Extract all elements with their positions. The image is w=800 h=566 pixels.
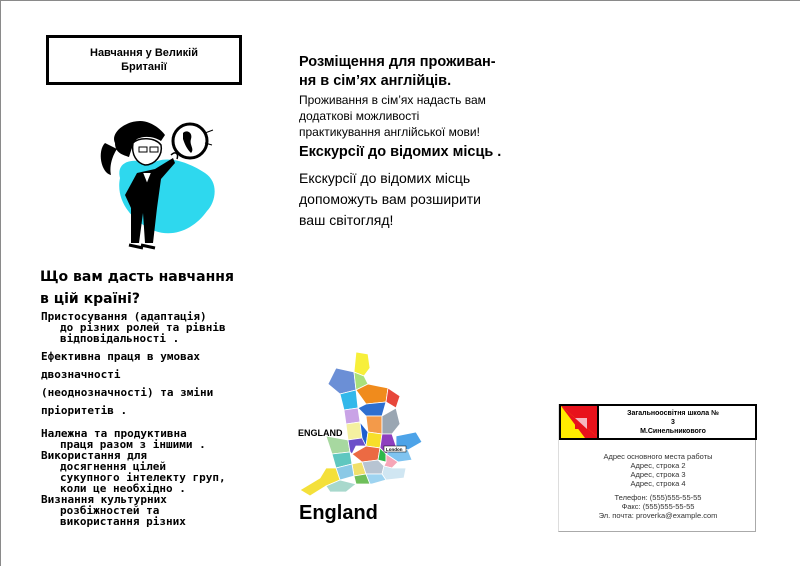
benefit-item	[41, 494, 266, 527]
benefits-question-heading	[40, 266, 260, 310]
paragraph-line: практикування англійської мови!	[299, 125, 480, 139]
benefit-text: Пристосування (адаптація)	[41, 310, 207, 323]
school-name-line: 3	[671, 418, 675, 426]
school-name-line: М.Синельникового	[640, 427, 706, 435]
address-line: Адрес, строка 2	[630, 461, 686, 470]
phone-text: Телефон: (555)555-55-55	[614, 493, 702, 502]
school-name-line: Загальноосвітня школа №	[627, 409, 719, 417]
benefit-text: відповідальності .	[60, 332, 180, 345]
england-map	[296, 350, 426, 498]
benefit-text: двозначності	[41, 368, 121, 381]
benefit-item	[41, 311, 266, 344]
paragraph-line: ваш світогляд!	[299, 212, 394, 228]
school-contacts	[559, 452, 757, 520]
benefit-text: досягнення цілей	[60, 460, 166, 473]
brochure-title-box	[46, 35, 242, 85]
homestay-heading	[299, 53, 529, 91]
heading-line: Розміщення для проживан-	[299, 54, 496, 70]
paragraph-line: Екскурсії до відомих місць	[299, 170, 471, 186]
excursions-paragraph	[299, 168, 529, 231]
benefit-text: коли це необхідно .	[60, 482, 186, 495]
school-name	[599, 406, 755, 438]
excursions-heading: Екскурсії до відомих місць .	[299, 144, 502, 160]
address-line: Адрес, строка 4	[630, 479, 686, 488]
benefit-text: Ефективна праця в умовах	[41, 350, 200, 363]
school-contact-card	[558, 404, 756, 532]
benefit-text: Належна та продуктивна	[41, 427, 187, 440]
svg-text:ENGLAND: ENGLAND	[298, 428, 343, 438]
paragraph-line: допоможуть вам розширити	[299, 191, 481, 207]
benefit-text: розбіжностей та	[60, 504, 160, 517]
title-line-1: Навчання у Великій	[90, 47, 198, 59]
benefit-item	[41, 428, 266, 450]
svg-text:London: London	[386, 447, 403, 452]
benefit-text: використання різних	[60, 515, 186, 528]
question-line-1: Що вам дасть навчання	[40, 269, 234, 285]
address-line: Адрес, строка 3	[630, 470, 686, 479]
benefit-text: (неоднозначності) та зміни	[41, 386, 214, 399]
benefit-text: пріоритетів .	[41, 404, 128, 417]
homestay-paragraph	[299, 92, 529, 140]
question-line-2: в цій країні?	[40, 291, 140, 307]
benefit-text: сукупного інтелекту груп,	[60, 471, 226, 484]
school-header	[559, 404, 757, 440]
map-caption: England	[299, 502, 378, 524]
benefit-text: праця разом з іншими .	[60, 438, 206, 451]
address-line: Адрес основного места работы	[603, 452, 713, 461]
heading-line: ня в сім’ях англійців.	[299, 73, 452, 89]
paragraph-line: додаткові можливості	[299, 109, 420, 123]
benefit-text: до різних ролей та рівнів	[60, 321, 226, 334]
woman-with-globe-illustration	[95, 103, 235, 258]
benefit-text: Використання для	[41, 449, 147, 462]
benefit-text: Визнання культурних	[41, 493, 167, 506]
title-line-2: Британії	[121, 61, 167, 73]
paragraph-line: Проживання в сім’ях надасть вам	[299, 93, 486, 107]
benefit-item	[41, 348, 266, 420]
email-text: Эл. почта: proverka@example.com	[598, 511, 718, 520]
benefit-item	[41, 450, 266, 494]
fax-text: Факс: (555)555-55-55	[621, 502, 695, 511]
school-logo-icon	[561, 406, 599, 438]
benefits-list	[41, 311, 266, 527]
